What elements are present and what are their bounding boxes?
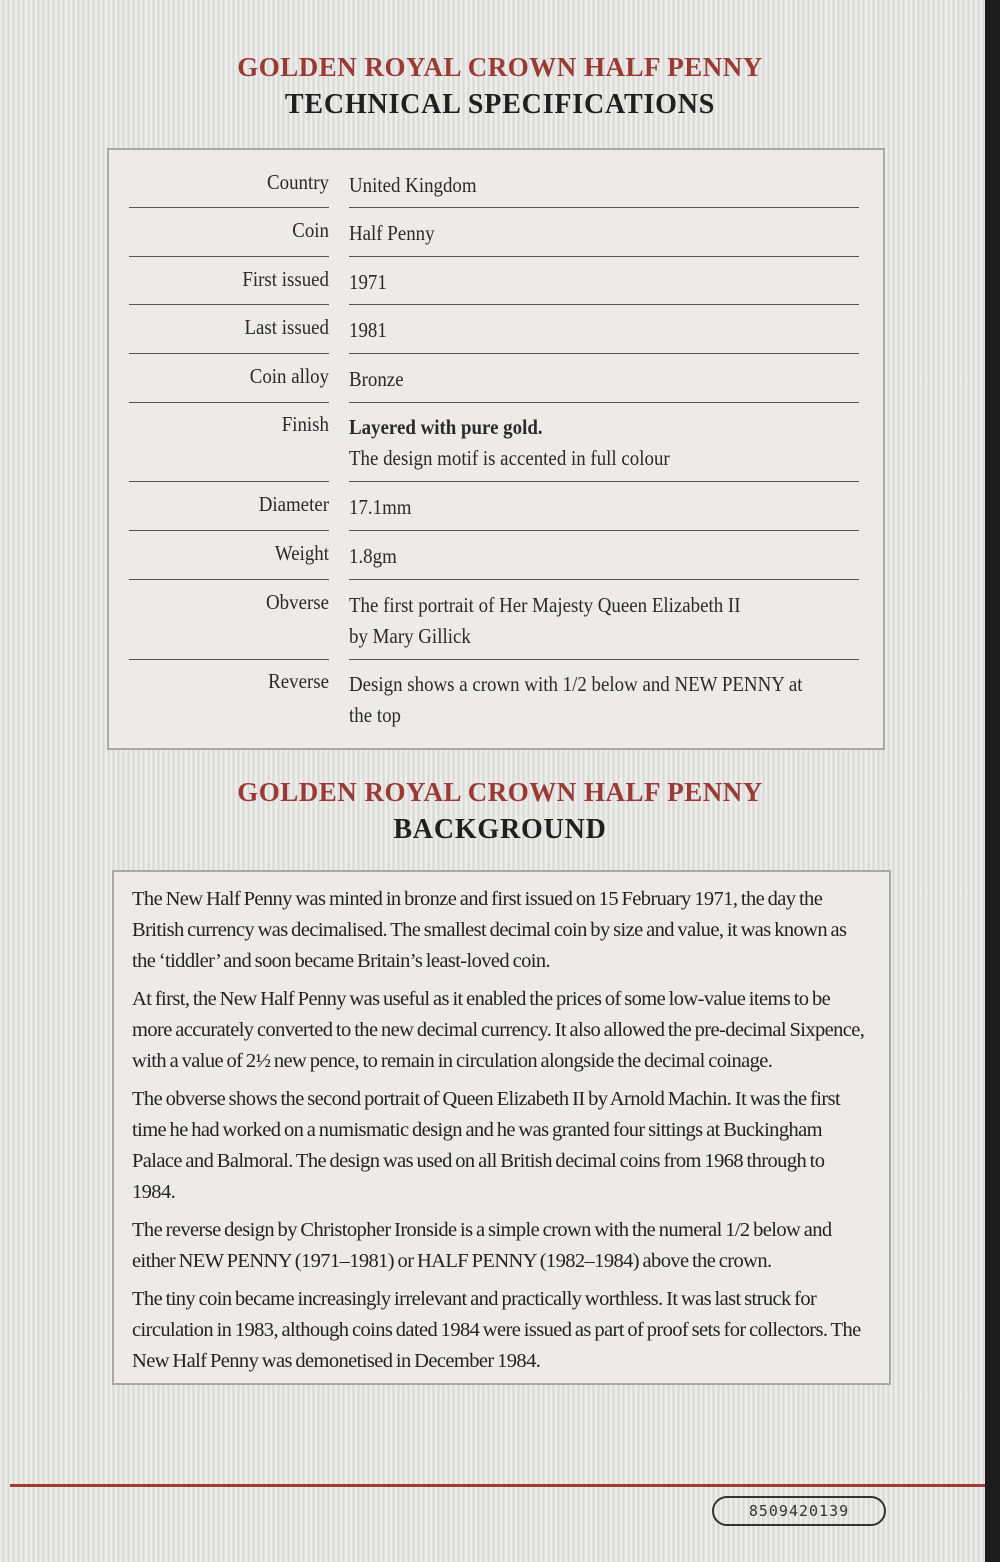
spec-label: Finish [281,412,329,436]
spec-label: Country [267,170,329,194]
spec-title: GOLDEN ROYAL CROWN HALF PENNY [237,52,763,82]
spec-label: Diameter [258,492,329,516]
spec-value-sub: The design motif is accented in full colour [349,446,670,470]
spec-table [107,148,885,750]
background-text-box [112,870,891,1385]
spec-heading [0,52,1000,121]
spec-label: Coin alloy [249,364,329,388]
spec-value-bold: Layered with pure gold. [349,415,543,439]
serial-number-badge: 8509420139 [712,1496,886,1526]
background-title: GOLDEN ROYAL CROWN HALF PENNY [237,777,763,807]
background-heading [0,777,1000,846]
spec-label: Last issued [244,315,329,339]
spec-label: Obverse [266,590,329,614]
spec-value: 1.8gm [349,544,397,568]
spec-value: Bronze [349,367,404,391]
spec-value-main: The first portrait of Her Majesty Queen Elizabeth II [349,593,741,617]
spec-value [349,590,817,652]
spec-value: Design shows a crown with 1/2 below and NEW PENNY at the top [349,672,803,727]
background-paragraph: The reverse design by Christopher Ironside is a simple crown with the numeral 1/2 below and either NEW PENNY (1971–1981) or HALF PENNY (1982–1984) above the crown. [132,1219,832,1272]
spec-label: Coin [292,218,329,242]
spec-value: 17.1mm [349,495,412,519]
spec-label: Weight [274,541,329,565]
spec-value: 1981 [349,318,387,342]
background-subtitle: BACKGROUND [393,814,607,845]
background-paragraph: The New Half Penny was minted in bronze and first issued on 15 February 1971, the day the British currency was decimalised. The smallest decimal coin by size and value, it was known as the ‘tiddler’ and soon became Britain’s least-loved coin. [132,888,847,972]
spec-value: United Kingdom [349,173,477,197]
background-paragraph: The obverse shows the second portrait of Queen Elizabeth II by Arnold Machin. It was the first time he had worked on a numismatic design and he was granted four sittings at Buckingham Palace and Balmoral. The design was used on all British decimal coins from 1968 through to 1984. [132,1088,841,1203]
background-paragraph: At first, the New Half Penny was useful as it enabled the prices of some low-value items to be more accurately converted to the new decimal currency. It also allowed the pre-decimal Sixpence, with a value of 2½ new pence, to remain in circulation alongside the decimal coinage. [132,988,865,1072]
spec-value-sub: by Mary Gillick [349,624,471,648]
spec-value [349,412,817,474]
background-paragraph: The tiny coin became increasingly irrelevant and practically worthless. It was last struck for circulation in 1983, although coins dated 1984 were issued as part of proof sets for collectors. The New Half Penny was demonetised in December 1984. [132,1288,861,1372]
spec-label: Reverse [268,669,329,693]
spec-value: 1971 [349,270,387,294]
spec-value: Half Penny [349,221,435,245]
footer-rule [10,1484,985,1487]
spec-label: First issued [242,267,329,291]
spec-subtitle: TECHNICAL SPECIFICATIONS [284,89,716,120]
